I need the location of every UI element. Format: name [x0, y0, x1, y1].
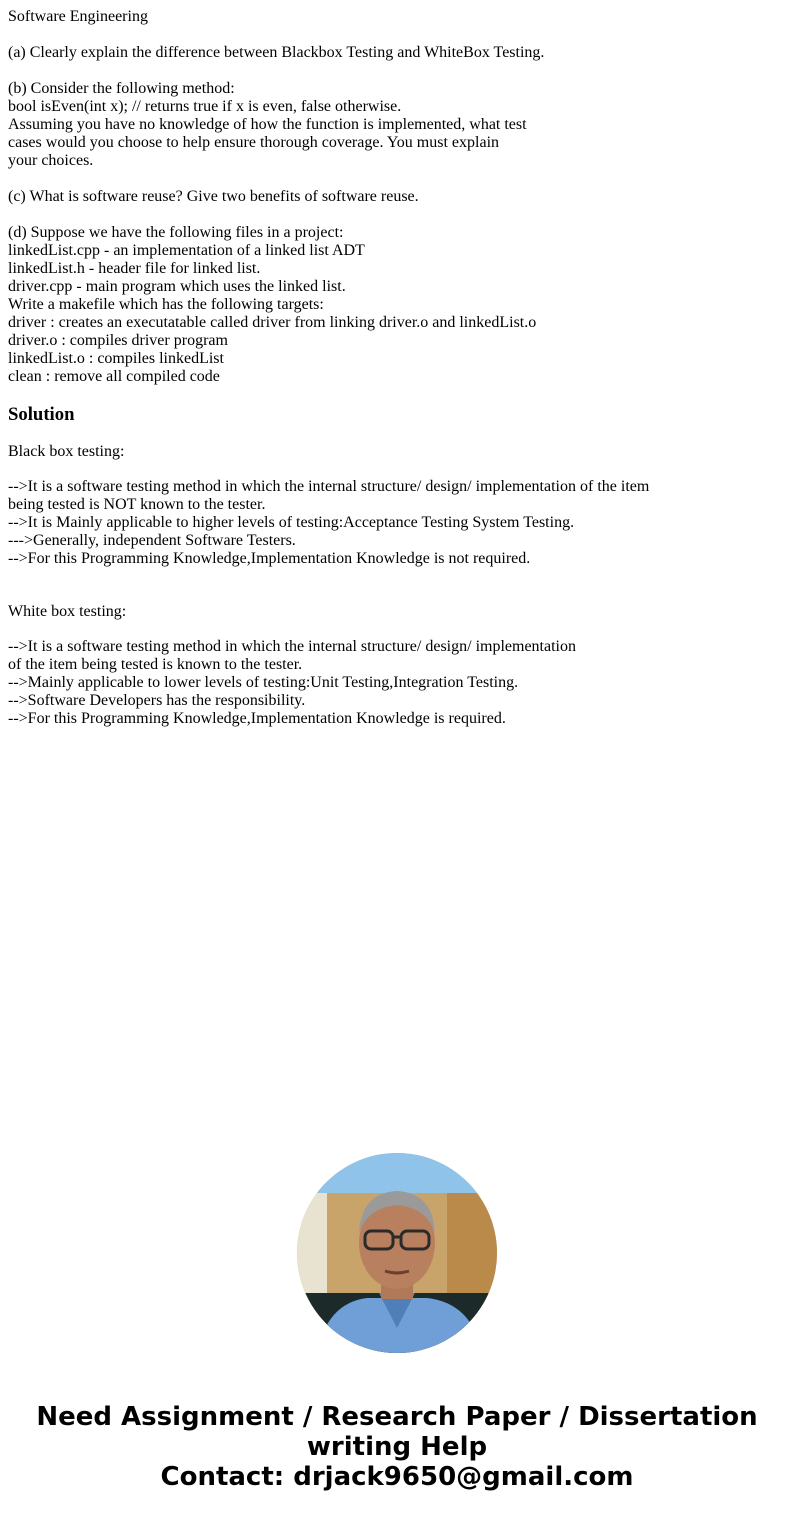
question-line: driver.cpp - main program which uses the linked list. — [8, 278, 346, 295]
question-line: Software Engineering — [8, 8, 148, 25]
black-box-title: Black box testing: — [8, 443, 125, 460]
question-line: driver.o : compiles driver program — [8, 332, 228, 349]
question-line: clean : remove all compiled code — [8, 368, 220, 385]
question-line: (d) Suppose we have the following files in a project: — [8, 224, 344, 241]
footer-line-2: writing Help — [306, 1432, 488, 1462]
white-box-answer — [8, 638, 786, 728]
answer-line: --->Generally, independent Software Testers. — [8, 532, 296, 549]
white-box-title: White box testing: — [8, 603, 127, 620]
author-photo — [297, 1153, 497, 1353]
footer-contact — [0, 1402, 794, 1492]
answer-line: being tested is NOT known to the tester. — [8, 496, 266, 513]
question-line: your choices. — [8, 152, 94, 169]
blank-line — [8, 62, 786, 80]
answer-line: -->It is a software testing method in which the internal structure/ design/ implementation — [8, 638, 576, 655]
answer-line: -->It is a software testing method in which the internal structure/ design/ implementation of the item — [8, 478, 650, 495]
solution-heading: Solution — [8, 404, 75, 425]
question-line: driver : creates an executatable called driver from linking driver.o and linkedList.o — [8, 314, 537, 331]
question-line: linkedList.cpp - an implementation of a linked list ADT — [8, 242, 365, 259]
question-line: (b) Consider the following method: — [8, 80, 235, 97]
spacer — [8, 585, 786, 603]
footer-line-1: Need Assignment / Research Paper / Dissertation — [36, 1402, 758, 1432]
answer-line: -->Mainly applicable to lower levels of testing:Unit Testing,Integration Testing. — [8, 674, 519, 691]
answer-line: -->It is Mainly applicable to higher levels of testing:Acceptance Testing System Testing. — [8, 514, 575, 531]
document — [8, 8, 786, 728]
black-box-answer — [8, 478, 786, 568]
question-line: (a) Clearly explain the difference between Blackbox Testing and WhiteBox Testing. — [8, 44, 545, 61]
question-line: (c) What is software reuse? Give two benefits of software reuse. — [8, 188, 419, 205]
question-line: Write a makefile which has the following targets: — [8, 296, 324, 313]
answer-line: -->Software Developers has the responsibility. — [8, 692, 306, 709]
question-line: Assuming you have no knowledge of how the function is implemented, what test — [8, 116, 527, 133]
answer-line: -->For this Programming Knowledge,Implementation Knowledge is not required. — [8, 550, 531, 567]
question-line: linkedList.h - header file for linked list. — [8, 260, 261, 277]
question-line: linkedList.o : compiles linkedList — [8, 350, 224, 367]
answer-line: -->For this Programming Knowledge,Implementation Knowledge is required. — [8, 710, 506, 727]
blank-line — [8, 206, 786, 224]
blank-line — [8, 26, 786, 44]
question-block — [8, 8, 786, 386]
footer-contact-email: Contact: drjack9650@gmail.com — [160, 1462, 634, 1492]
answer-line: of the item being tested is known to the tester. — [8, 656, 303, 673]
blank-line — [8, 170, 786, 188]
question-line: bool isEven(int x); // returns true if x is even, false otherwise. — [8, 98, 402, 115]
question-line: cases would you choose to help ensure thorough coverage. You must explain — [8, 134, 500, 151]
